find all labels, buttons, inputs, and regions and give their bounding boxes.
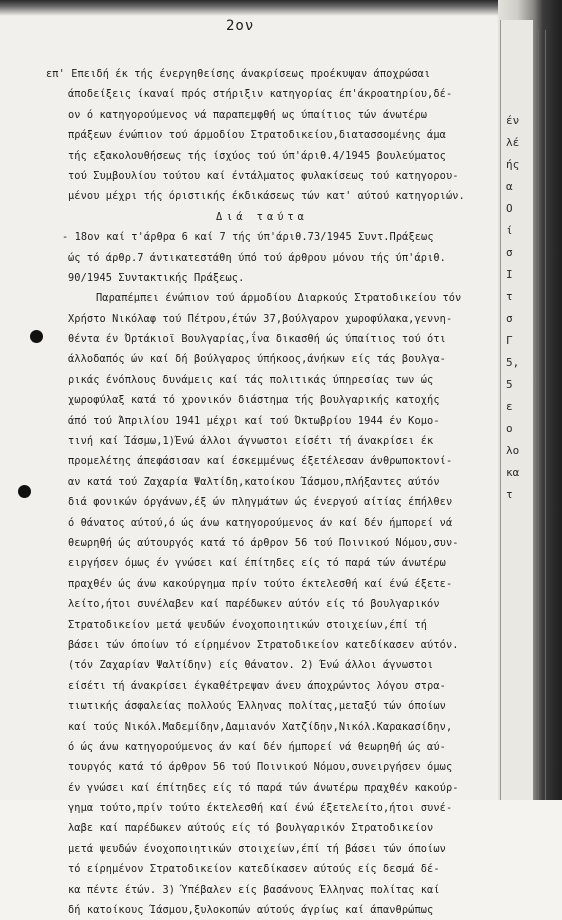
page-edge-line xyxy=(538,30,539,800)
margin-fragment: Ο xyxy=(506,202,513,215)
text-line: επ' Επειδή έκ τής ένεργηθείσης άνακρίσεως προέκυψαν άποχρώσαι xyxy=(46,68,431,80)
margin-fragment: ε xyxy=(506,400,513,413)
text-line: έν γνώσει καί έπίτηδες είς τό παρά τών άνωτέρω πραχθέν κακούρ- xyxy=(68,781,459,794)
underlying-page-margin-text xyxy=(506,110,536,506)
text-line: καί τούς Νικόλ.Μαδεμίδην,Δαμιανόν Χατζίδην,Νικόλ.Καρακασίδην, xyxy=(68,720,453,733)
margin-fragment: Γ xyxy=(506,334,513,347)
punch-hole-icon xyxy=(30,330,43,343)
text-line: ειργήσεν όμως έν γνώσει καί έπίτηδες είς τό παρά τών άνωτέρω xyxy=(68,557,446,570)
text-line: κα πέντε έτών. 3) Ύπέβαλεν είς βασάνους Έλληνας πολίτας καί xyxy=(68,883,440,896)
text-line: θέντα έν Όρτάκιοϊ Βουλγαρίας,ΐνα δικασθή ώς ύπαίτιος τού ότι xyxy=(68,333,446,346)
margin-fragment: Ι xyxy=(506,268,513,281)
scan-top-shadow xyxy=(0,0,562,16)
page-number: 2ον xyxy=(226,18,255,34)
text-line: (τόν Ζαχαρίαν Ψαλτίδην) είς θάνατον. 2) Ένώ άλλοι άγνωστοι xyxy=(68,659,434,672)
text-line: χωροφύλαξ κατά τό χρονικόν διάστημα τής βουλγαρικής κατοχής xyxy=(68,394,440,407)
text-line: άποδείξεις ίκαναί πρός στήριξιν κατηγορίας έπ'άκροατηρίου,δέ- xyxy=(68,88,453,101)
margin-fragment: ί xyxy=(506,224,513,237)
text-line: θεωρηθή ώς αύτουργός κατά τό άρθρον 56 τού Ποινικού Νόμου,συν- xyxy=(68,536,459,549)
margin-fragment: λο xyxy=(506,444,520,457)
margin-fragment: σ xyxy=(506,246,513,259)
document-body xyxy=(46,64,498,920)
text-line: τουργός κατά τό άρθρον 56 τού Ποινικού Νόμου,συνειργήσεν όμως xyxy=(68,761,453,774)
text-line: ό ώς άνω κατηγορούμενος άν καί δέν ήμπορεί νά θεωρηθή ώς αύ- xyxy=(68,740,446,753)
margin-fragment: ής xyxy=(506,158,520,171)
text-line: Στρατοδικείον μετά ψευδών ένοχοποιητικών στοιχείων,έπί τή xyxy=(68,618,428,631)
text-line: ον ό κατηγορούμενος νά παραπεμφθή ως ύπαίτιος τών άνωτέρω xyxy=(68,108,428,121)
punch-hole-icon xyxy=(18,485,31,498)
text-line: τού Συμβουλίου τούτου καί έντάλματος φυλακίσεως τού κατηγορου- xyxy=(68,169,459,182)
text-line: είσέτι τή άνακρίσει έγκαθέτρεψαν άνευ άποχρώντος λόγου στρα- xyxy=(68,679,446,692)
text-line: διά φονικών όργάνων,έξ ών πληγμάτων ώς ένεργού αίτίας έπήλθεν xyxy=(68,496,453,509)
text-line: δή κατοίκους Ίάσμου,ξυλοκοπών αύτούς άγρίως καί άπανθρώπως xyxy=(68,904,434,917)
margin-fragment: λέ xyxy=(506,136,520,149)
text-line: τό είρημένον Στρατοδικείον κατεδίκασεν αύτούς είς δεσμά δέ- xyxy=(68,863,440,876)
text-line: άπό τού Άπριλίου 1941 μέχρι καί τού Όκτωβρίου 1944 έν Κομο- xyxy=(68,414,440,427)
text-line: - 18ον καί τ'άρθρα 6 καί 7 τής ύπ'άριθ.73/1945 Συντ.Πράξεως xyxy=(62,231,434,244)
text-line: ό θάνατος αύτού,ό ώς άνω κατηγορούμενος άν καί δέν ήμπορεί νά xyxy=(68,516,453,529)
text-line: βάσει τών όποίων τό είρημένον Στρατοδικείον κατεδίκασεν αύτόν. xyxy=(68,638,459,651)
margin-fragment: τ xyxy=(506,290,513,303)
text-line: προμελέτης άπεφάσισαν καί έσκεμμένως έξετέλεσαν άνθρωποκτονί- xyxy=(68,455,453,468)
text-line: αν κατά τού Ζαχαρία Ψαλτίδη,κατοίκου Ίάσμου,πλήξαντες αύτόν xyxy=(68,475,440,488)
margin-fragment: 5 xyxy=(506,378,513,391)
margin-fragment: τ xyxy=(506,488,513,501)
text-line: Παραπέμπει ένώπιον τού άρμοδίου Διαρκούς Στρατοδικείου τόν xyxy=(96,292,462,305)
text-line: τιωτικής άσφαλείας πολλούς Έλληνας πολίτας,μεταξύ τών όποίων xyxy=(68,700,446,713)
text-line: μένου μέχρι τής όριστικής έκδικάσεως τών κατ' αύτού κατηγοριών. xyxy=(68,190,465,203)
section-heading: Διά ταύτα xyxy=(216,210,308,223)
text-line: τινή καί Ίάσμω,1)Ένώ άλλοι άγνωστοι είσέτι τή άνακρίσει έκ xyxy=(68,435,434,448)
margin-fragment: 5, xyxy=(506,356,520,369)
text-line: γημα τούτο,πρίν τούτο έκτελεσθή καί ένώ έξετελείτο,ήτοι συνέ- xyxy=(68,802,453,815)
margin-fragment: έν xyxy=(506,114,520,127)
margin-fragment: κα xyxy=(506,466,520,479)
text-line: τής εξακολουθήσεως τής ίσχύος τού ύπ'άριθ.4/1945 βουλεύματος xyxy=(68,149,446,162)
text-line: 90/1945 Συντακτικής Πράξεως. xyxy=(68,271,245,284)
text-line: λείτο,ήτοι συνέλαβεν καί παρέδωκεν αύτόν είς τό βουλγαρικόν xyxy=(68,598,440,611)
text-line: πράξεων ένώπιον τού άρμοδίου Στρατοδικείου,διατασσομένης άμα xyxy=(68,129,446,142)
text-line: ρικάς ένόπλους δυνάμεις καί τάς πολιτικάς ύπηρεσίας των ώς xyxy=(68,373,434,386)
text-line: πραχθέν ώς άνω κακούργημα πρίν τούτο έκτελεσθή καί ένώ έξετε- xyxy=(68,577,453,590)
text-line: ώς τό άρθρ.7 άντικατεστάθη ύπό τού άρθρου μόνου τής ύπ'άριθ. xyxy=(68,251,446,264)
text-line: μετά ψευδών ένοχοποιητικών στοιχείων,έπί τή βάσει τών όποίων xyxy=(68,842,446,855)
margin-fragment: ο xyxy=(506,422,513,435)
page-edge-line xyxy=(545,30,546,800)
margin-fragment: α xyxy=(506,180,513,193)
text-line: Χρήστο Νικόλαφ τού Πέτρου,έτών 37,βούλγαρον χωροφύλακα,γεννη- xyxy=(68,312,453,325)
margin-fragment: σ xyxy=(506,312,513,325)
text-line: λαβε καί παρέδωκεν αύτούς είς τό βουλγαρικόν Στρατοδικείον xyxy=(68,822,434,835)
text-line: άλλοδαπός ών καί δή βούλγαρος ύπήκοος,άνήκων είς τάς βουλγα- xyxy=(68,353,446,366)
